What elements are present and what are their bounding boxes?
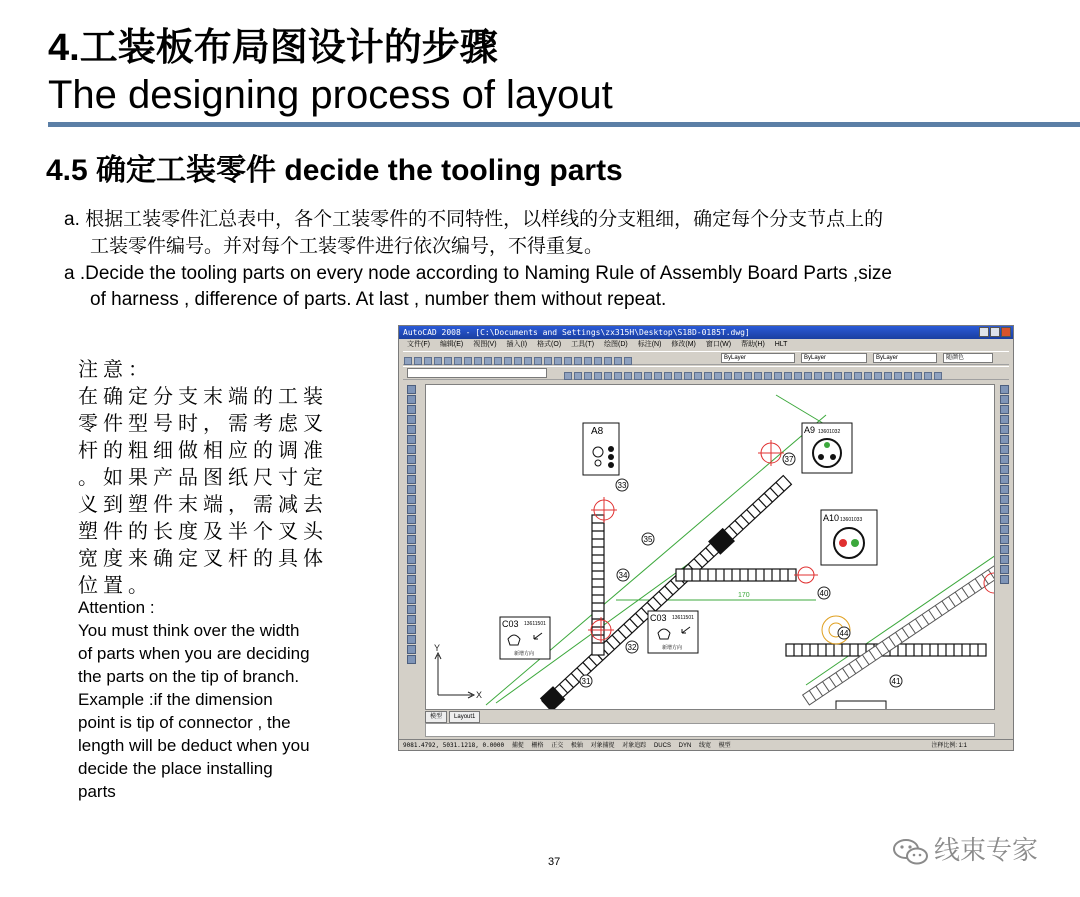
balloon-34: 34 <box>618 571 628 580</box>
pan-icon[interactable] <box>524 357 532 365</box>
status-ducs[interactable]: DUCS <box>653 743 671 749</box>
menu-window[interactable]: 窗口(W) <box>705 341 732 348</box>
open-icon[interactable] <box>414 357 422 365</box>
svg-text:13601032: 13601032 <box>818 429 841 435</box>
line-icon[interactable] <box>564 372 572 380</box>
tool-palette-icon[interactable] <box>584 357 592 365</box>
note-line: 。如果产品图纸尺寸定 <box>78 467 328 489</box>
publish-icon[interactable] <box>454 357 462 365</box>
balloon-44: 44 <box>839 629 849 638</box>
cad-window-title: AutoCAD 2008 - [C:\Documents and Settings\zx315H\Desktop\S18D-0185T.dwg] <box>403 328 750 337</box>
attention-line: the parts on the tip of branch. <box>78 667 300 686</box>
tool-icon[interactable] <box>407 525 416 534</box>
tool-icon[interactable] <box>407 545 416 554</box>
status-bar <box>399 739 1013 751</box>
paragraph-english-line-1: a .Decide the tooling parts on every node according to Naming Rule of Assembly Board Parts ,size <box>64 263 892 284</box>
status-snap[interactable]: 捕捉 <box>511 743 524 749</box>
polar-icon[interactable] <box>934 372 942 380</box>
cad-title-bar <box>399 326 1013 339</box>
tool-icon[interactable] <box>407 615 416 624</box>
ortho-icon[interactable] <box>924 372 932 380</box>
tool-icon[interactable] <box>407 455 416 464</box>
match-icon[interactable] <box>494 357 502 365</box>
tool-icon[interactable] <box>407 555 416 564</box>
attention-line: Attention : <box>78 598 155 617</box>
paragraph-chinese-line-1: a. 根据工装零件汇总表中，各个工装零件的不同特性，以样线的分支粗细，确定每个分支节点上的 <box>64 209 884 230</box>
maximize-icon[interactable] <box>990 327 1000 337</box>
svg-text:13611501: 13611501 <box>672 615 694 621</box>
attention-line: You must think over the width <box>78 621 300 640</box>
tool-icon[interactable] <box>1000 455 1009 464</box>
balloon-37: 37 <box>784 455 794 464</box>
tool-icon[interactable] <box>407 395 416 404</box>
page-number: 37 <box>548 856 561 868</box>
tool-icon[interactable] <box>407 635 416 644</box>
join-icon[interactable] <box>844 372 852 380</box>
balloon-33: 33 <box>617 481 627 490</box>
note-line: 在确定分支末端的工装 <box>78 386 328 408</box>
sheet-set-icon[interactable] <box>594 357 602 365</box>
harness-branch-horizontal <box>676 569 796 581</box>
status-polar[interactable]: 极轴 <box>570 743 583 749</box>
part-box-partial <box>836 701 886 710</box>
array-icon[interactable] <box>684 372 692 380</box>
command-line[interactable] <box>425 723 995 737</box>
tab-layout1[interactable]: Layout1 <box>449 711 480 723</box>
table-icon[interactable] <box>794 372 802 380</box>
menu-tools[interactable]: 工具(T) <box>571 341 595 348</box>
attention-line: point is tip of connector , the <box>78 713 291 732</box>
tool-icon[interactable] <box>407 385 416 394</box>
trim-icon[interactable] <box>644 372 652 380</box>
paragraph-english-line-2: of harness , difference of parts. At last , number them without repeat. <box>90 289 667 310</box>
svg-text:A9: A9 <box>804 425 816 435</box>
tool-icon[interactable] <box>1000 555 1009 564</box>
ellipse-icon[interactable] <box>834 372 842 380</box>
part-box-a9 <box>802 423 852 473</box>
tool-icon[interactable] <box>407 475 416 484</box>
lineweight-dropdown[interactable]: ByLayer <box>873 353 937 363</box>
explode-icon[interactable] <box>734 372 742 380</box>
left-draw-toolbar <box>401 384 421 719</box>
title-divider <box>48 122 1080 127</box>
tool-icon[interactable] <box>1000 435 1009 444</box>
grid-icon[interactable] <box>914 372 922 380</box>
harness-branch-diagonal <box>540 473 794 710</box>
dimension-line <box>486 415 826 705</box>
tool-icon[interactable] <box>1000 405 1009 414</box>
tool-icon[interactable] <box>407 435 416 444</box>
attention-line: length will be deduct when you <box>78 736 310 755</box>
slide-title-english: The designing process of layout <box>48 73 613 117</box>
menu-edit[interactable]: 编辑(E) <box>439 341 464 348</box>
calculator-icon[interactable] <box>614 357 622 365</box>
spline-icon[interactable] <box>824 372 832 380</box>
mirror-icon[interactable] <box>674 372 682 380</box>
attention-line: Example :if the dimension <box>78 690 273 709</box>
cad-screenshot <box>398 325 1014 751</box>
new-file-icon[interactable] <box>404 357 412 365</box>
axis-x-label: X <box>476 690 483 700</box>
tool-icon[interactable] <box>407 645 416 654</box>
undo-icon[interactable] <box>504 357 512 365</box>
color-dropdown[interactable]: ByLayer <box>721 353 795 363</box>
right-dimension-toolbar <box>997 384 1011 719</box>
paste-icon[interactable] <box>484 357 492 365</box>
zoom-previous-icon[interactable] <box>554 357 562 365</box>
dimension-line <box>806 555 995 685</box>
tool-icon[interactable] <box>407 535 416 544</box>
tool-icon[interactable] <box>1000 475 1009 484</box>
part-box-c03-left <box>500 617 550 659</box>
close-icon[interactable] <box>1001 327 1011 337</box>
scale-icon[interactable] <box>694 372 702 380</box>
cut-icon[interactable] <box>464 357 472 365</box>
part-box-a8 <box>583 423 619 475</box>
minimize-icon[interactable] <box>979 327 989 337</box>
status-osnap[interactable]: 对象捕捉 <box>590 743 615 749</box>
balloon-32: 32 <box>627 643 637 652</box>
standard-toolbar <box>403 351 1009 365</box>
rotate-icon[interactable] <box>634 372 642 380</box>
lengthen-icon[interactable] <box>864 372 872 380</box>
attention-line: decide the place installing <box>78 759 273 778</box>
axis-y-label: Y <box>434 643 441 653</box>
tool-icon[interactable] <box>407 485 416 494</box>
erase-icon[interactable] <box>614 372 622 380</box>
polyline-icon[interactable] <box>574 372 582 380</box>
status-coordinates: 9081.4792, 5031.1218, 0.0000 <box>403 742 505 749</box>
tool-icon[interactable] <box>1000 495 1009 504</box>
plotstyle-dropdown[interactable]: 随颜色 <box>943 353 993 363</box>
note-line: 注意： <box>78 359 153 381</box>
save-icon[interactable] <box>424 357 432 365</box>
menu-draw[interactable]: 绘图(D) <box>604 341 628 348</box>
layer-dropdown[interactable] <box>407 368 547 378</box>
note-line: 宽度来确定叉杆的具体 <box>78 548 328 570</box>
tool-icon[interactable] <box>407 655 416 664</box>
stretch-icon[interactable] <box>704 372 712 380</box>
svg-text:C03: C03 <box>650 613 667 623</box>
tool-icon[interactable] <box>1000 395 1009 404</box>
region-icon[interactable] <box>814 372 822 380</box>
tool-icon[interactable] <box>1000 505 1009 514</box>
note-line: 杆的粗细做相应的调准 <box>78 440 328 462</box>
fillet-icon[interactable] <box>714 372 722 380</box>
move-icon[interactable] <box>624 372 632 380</box>
note-line: 零件型号时，需考虑叉 <box>78 413 328 435</box>
part-box-c03-right <box>648 611 698 653</box>
svg-text:A10: A10 <box>823 513 840 523</box>
tool-icon[interactable] <box>1000 565 1009 574</box>
tool-icon[interactable] <box>1000 425 1009 434</box>
extend-icon[interactable] <box>654 372 662 380</box>
svg-text:13601033: 13601033 <box>840 517 863 523</box>
menu-format[interactable]: 格式(O) <box>537 341 562 348</box>
status-model[interactable]: 模型 <box>718 743 731 749</box>
svg-text:A8: A8 <box>591 426 604 437</box>
dimension-icon[interactable] <box>744 372 752 380</box>
design-center-icon[interactable] <box>574 357 582 365</box>
arc-icon[interactable] <box>594 372 602 380</box>
insert-icon[interactable] <box>784 372 792 380</box>
tool-icon[interactable] <box>407 595 416 604</box>
zoom-icon[interactable] <box>534 357 542 365</box>
status-ortho[interactable]: 正交 <box>551 743 564 749</box>
tool-icon[interactable] <box>407 565 416 574</box>
print-icon[interactable] <box>434 357 442 365</box>
menu-modify[interactable]: 修改(M) <box>671 341 696 348</box>
watermark-text: 线束专家 <box>934 835 1039 865</box>
note-line: 义到塑件末端，需减去 <box>78 494 328 516</box>
status-dyn[interactable]: DYN <box>678 743 692 749</box>
help-icon[interactable] <box>624 357 632 365</box>
balloon-30: 40 <box>819 589 829 598</box>
dimension-label: 170 <box>738 592 750 599</box>
chamfer-icon[interactable] <box>724 372 732 380</box>
attention-line: parts <box>78 782 116 801</box>
tab-model[interactable]: 模型 <box>425 711 447 723</box>
linetype-dropdown[interactable]: ByLayer <box>801 353 867 363</box>
watermark <box>892 830 1038 867</box>
tool-icon[interactable] <box>407 465 416 474</box>
tool-icon[interactable] <box>1000 465 1009 474</box>
harness-layout-drawing <box>426 385 995 710</box>
wechat-icon <box>892 838 930 866</box>
tool-icon[interactable] <box>407 625 416 634</box>
point-icon[interactable] <box>804 372 812 380</box>
layout-tabs <box>425 711 482 721</box>
markup-icon[interactable] <box>604 357 612 365</box>
tool-icon[interactable] <box>1000 445 1009 454</box>
note-line: 位置。 <box>78 575 153 597</box>
ucs-axis-icon <box>435 653 474 698</box>
status-annotation-scale[interactable]: 注释比例: 1:1 <box>931 743 967 749</box>
measure-icon[interactable] <box>884 372 892 380</box>
paragraph-chinese-line-2: 工装零件编号。并对每个工装零件进行依次编号，不得重复。 <box>90 236 604 257</box>
status-lineweight[interactable]: 线宽 <box>698 743 711 749</box>
tool-icon[interactable] <box>1000 485 1009 494</box>
cad-menu-bar <box>399 339 1013 350</box>
menu-insert[interactable]: 插入(I) <box>506 341 528 348</box>
tool-icon[interactable] <box>1000 385 1009 394</box>
slide-title-chinese: 4.工装板布局图设计的步骤 <box>48 27 498 69</box>
attention-english <box>78 596 348 803</box>
menu-dimension[interactable]: 标注(N) <box>637 341 662 348</box>
block-icon[interactable] <box>774 372 782 380</box>
dimension-line <box>776 395 826 425</box>
tool-icon[interactable] <box>407 605 416 614</box>
tool-icon[interactable] <box>407 405 416 414</box>
draw-modify-toolbar <box>403 366 1009 380</box>
tool-icon[interactable] <box>1000 415 1009 424</box>
copy-icon[interactable] <box>474 357 482 365</box>
tool-icon[interactable] <box>407 495 416 504</box>
tool-icon[interactable] <box>407 415 416 424</box>
tool-icon[interactable] <box>1000 545 1009 554</box>
text-icon[interactable] <box>754 372 762 380</box>
hatch-icon[interactable] <box>764 372 772 380</box>
tool-icon[interactable] <box>1000 525 1009 534</box>
balloon-31: 31 <box>581 677 591 686</box>
align-icon[interactable] <box>874 372 882 380</box>
balloon-35: 35 <box>643 535 653 544</box>
tool-icon[interactable] <box>407 585 416 594</box>
menu-help[interactable]: 帮助(H) <box>741 341 765 348</box>
tool-icon[interactable] <box>407 515 416 524</box>
preview-icon[interactable] <box>444 357 452 365</box>
part-box-a10 <box>821 510 877 565</box>
menu-file[interactable]: 文件(F) <box>407 341 430 348</box>
redo-icon[interactable] <box>514 357 522 365</box>
divide-icon[interactable] <box>894 372 902 380</box>
properties-icon[interactable] <box>564 357 572 365</box>
rectangle-icon[interactable] <box>604 372 612 380</box>
tool-icon[interactable] <box>407 575 416 584</box>
attention-line: of parts when you are deciding <box>78 644 310 663</box>
status-grid[interactable]: 栅格 <box>531 743 544 749</box>
tool-icon[interactable] <box>407 425 416 434</box>
balloon-41: 41 <box>891 677 901 686</box>
note-chinese <box>78 357 344 600</box>
svg-text:新增方向: 新增方向 <box>661 645 683 651</box>
status-otrack[interactable]: 对象追踪 <box>622 743 647 749</box>
section-subtitle: 4.5 确定工装零件 decide the tooling parts <box>46 154 623 187</box>
note-line: 塑件的长度及半个叉头 <box>78 521 328 543</box>
tool-icon[interactable] <box>407 505 416 514</box>
drawing-canvas[interactable] <box>425 384 995 710</box>
svg-text:新增方向: 新增方向 <box>513 651 535 657</box>
tool-icon[interactable] <box>1000 575 1009 584</box>
offset-icon[interactable] <box>664 372 672 380</box>
snap-icon[interactable] <box>904 372 912 380</box>
tool-icon[interactable] <box>1000 515 1009 524</box>
svg-text:13611501: 13611501 <box>524 621 546 627</box>
svg-text:C03: C03 <box>502 619 519 629</box>
menu-view[interactable]: 视图(V) <box>473 341 497 348</box>
break-icon[interactable] <box>854 372 862 380</box>
zoom-window-icon[interactable] <box>544 357 552 365</box>
harness-branch-vertical <box>592 515 604 655</box>
circle-icon[interactable] <box>584 372 592 380</box>
menu-hlt[interactable]: HLT <box>774 341 788 348</box>
tool-icon[interactable] <box>1000 535 1009 544</box>
tool-icon[interactable] <box>407 445 416 454</box>
